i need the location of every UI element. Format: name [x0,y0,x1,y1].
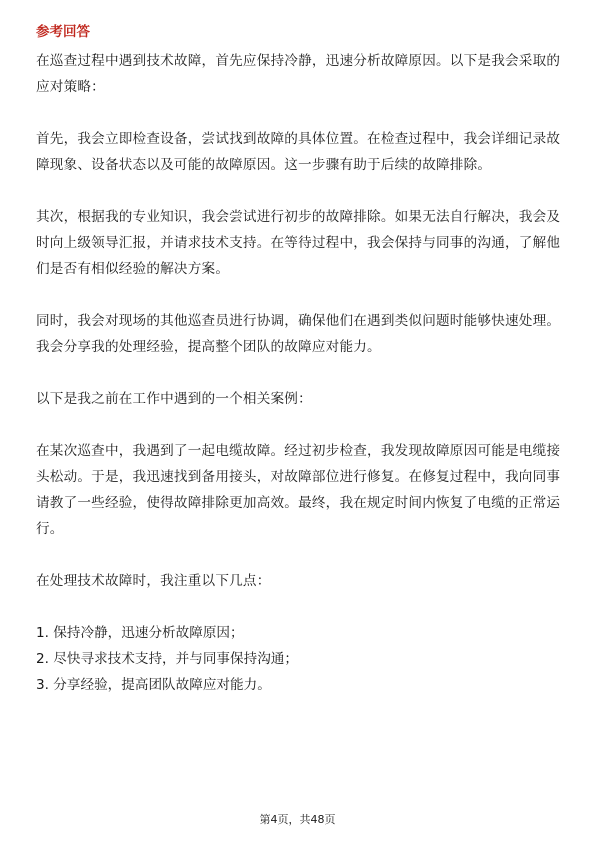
list-item: 1. 保持冷静，迅速分析故障原因； [36,625,244,641]
section-heading: 参考回答 [36,24,90,40]
page-number: 第4页，共48页 [259,813,336,826]
document-body [36,22,566,698]
list-item: 3. 分享经验，提高团队故障应对能力。 [36,677,271,693]
paragraph-key-points-intro: 在处理技术故障时，我注重以下几点： [36,573,271,589]
list-item: 2. 尽快寻求技术支持，并与同事保持沟通； [36,651,298,667]
paragraph-case-intro: 以下是我之前在工作中遇到的一个相关案例： [36,391,312,407]
paragraph-first-step: 首先，我会立即检查设备，尝试找到故障的具体位置。在检查过程中，我会详细记录故障现象、设备状态以及可能的故障原因。这一步骤有助于后续的故障排除。 [36,131,561,173]
paragraph-intro: 在巡查过程中遇到技术故障，首先应保持冷静，迅速分析故障原因。以下是我会采取的应对策略： [36,53,561,95]
paragraph-coordination: 同时，我会对现场的其他巡查员进行协调，确保他们在遇到类似问题时能够快速处理。我会分享我的处理经验，提高整个团队的故障应对能力。 [36,313,561,355]
paragraph-second-step: 其次，根据我的专业知识，我会尝试进行初步的故障排除。如果无法自行解决，我会及时向上级领导汇报，并请求技术支持。在等待过程中，我会保持与同事的沟通，了解他们是否有相似经验的解决方案。 [36,209,561,277]
paragraph-case: 在某次巡查中，我遇到了一起电缆故障。经过初步检查，我发现故障原因可能是电缆接头松动。于是，我迅速找到备用接头，对故障部位进行修复。在修复过程中，我向同事请教了一些经验，使得故障排除更加高效。最终，我在规定时间内恢复了电缆的正常运行。 [36,443,561,537]
key-points-list [36,620,566,698]
